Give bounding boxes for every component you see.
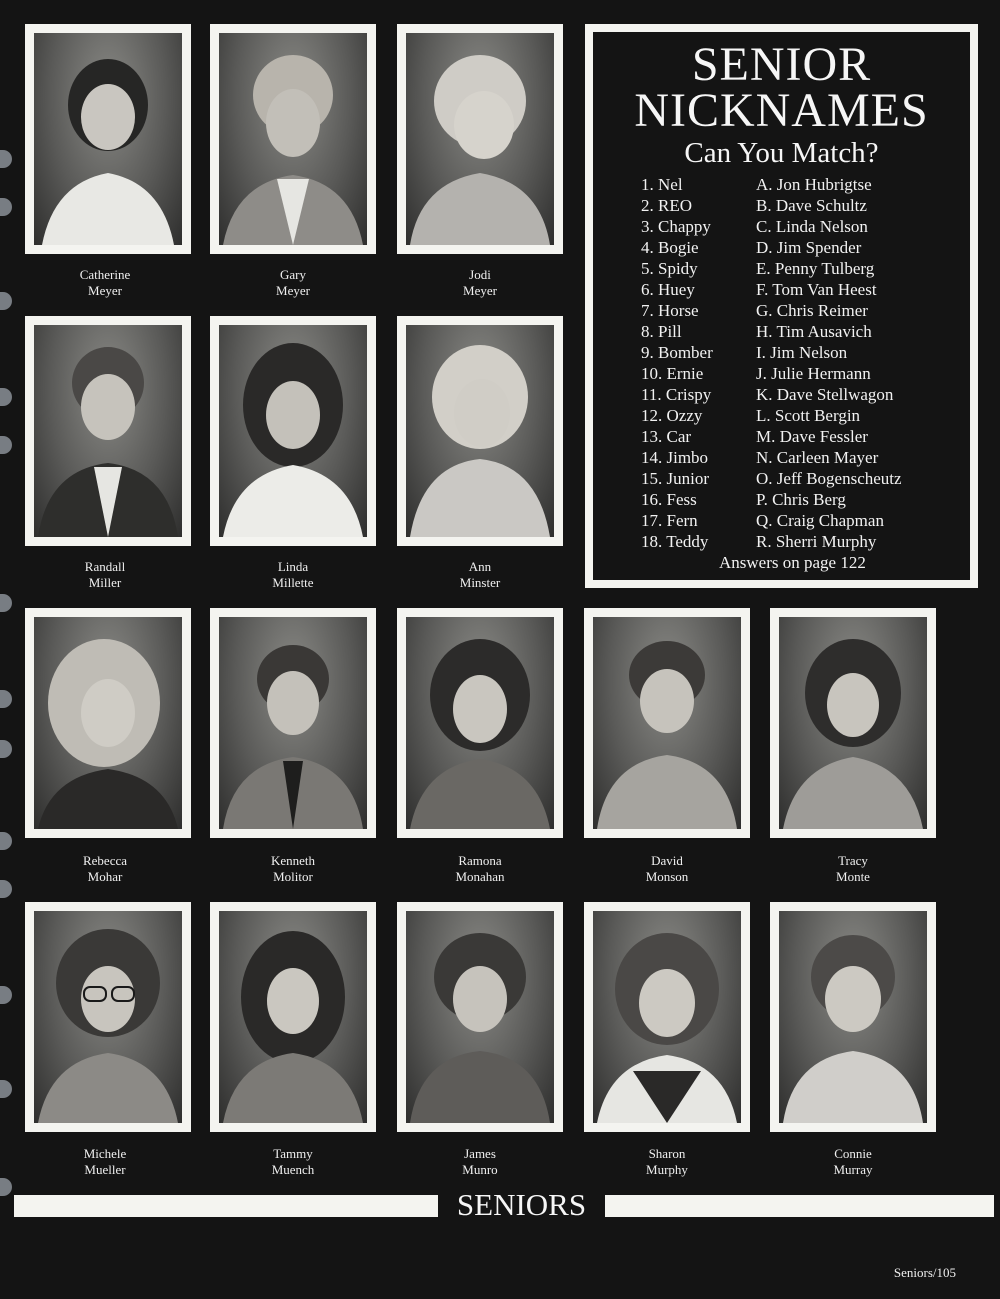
nickname-row — [593, 216, 970, 237]
binder-hole — [0, 986, 12, 1004]
student-last-name: Monson — [645, 869, 689, 884]
binder-hole — [0, 594, 12, 612]
student-caption — [22, 559, 188, 591]
nickname-row — [593, 237, 970, 258]
student-first-name: Gary — [280, 267, 306, 282]
portrait-photo — [397, 608, 563, 838]
nicknames-title — [593, 32, 970, 137]
nickname-entry: 13. Car — [641, 427, 692, 446]
student-caption — [210, 1146, 376, 1178]
portrait-image — [34, 325, 182, 537]
student-first-name: Tracy — [838, 853, 868, 868]
portrait-image — [219, 911, 367, 1123]
student-first-name: Rebecca — [82, 853, 128, 868]
student-caption — [584, 1146, 750, 1178]
nickname-entry: 18. Teddy — [641, 532, 709, 551]
portrait-photo — [25, 902, 191, 1132]
student-caption — [397, 267, 563, 299]
student-last-name: Millette — [272, 575, 314, 590]
nickname-row — [593, 279, 970, 300]
portrait-photo — [770, 608, 936, 838]
student-name-entry: J. Julie Hermann — [756, 364, 871, 383]
student-first-name: Kenneth — [270, 853, 316, 868]
binder-hole — [0, 198, 12, 216]
student-last-name: Meyer — [88, 283, 122, 298]
student-name-entry: O. Jeff Bogenscheutz — [756, 469, 902, 488]
student-last-name: Miller — [88, 575, 122, 590]
binder-hole — [0, 388, 12, 406]
student-last-name: Munro — [462, 1162, 498, 1177]
nicknames-title-line2: NICKNAMES — [634, 84, 929, 137]
student-name-entry: A. Jon Hubrigtse — [756, 175, 872, 194]
student-last-name: Muench — [271, 1162, 315, 1177]
student-last-name: Meyer — [276, 283, 310, 298]
student-name-entry: L. Scott Bergin — [756, 406, 861, 425]
student-name-entry: F. Tom Van Heest — [756, 280, 877, 299]
nicknames-panel — [585, 24, 978, 588]
nickname-entry: 15. Junior — [641, 469, 709, 488]
nickname-row — [593, 384, 970, 405]
portrait-image — [779, 911, 927, 1123]
section-bar-right — [605, 1195, 994, 1217]
student-first-name: David — [651, 853, 683, 868]
portrait-photo — [210, 24, 376, 254]
student-first-name: Michele — [83, 1146, 127, 1161]
nickname-entry: 2. REO — [641, 196, 692, 215]
portrait-image — [779, 617, 927, 829]
student-name-entry: R. Sherri Murphy — [756, 532, 877, 551]
portrait-image — [219, 325, 367, 537]
portrait-photo — [770, 902, 936, 1132]
portrait-image — [219, 617, 367, 829]
student-first-name: Connie — [834, 1146, 872, 1161]
binder-hole — [0, 150, 12, 168]
nickname-entry: 10. Ernie — [641, 364, 704, 383]
portrait-photo — [25, 608, 191, 838]
portrait-image — [34, 33, 182, 245]
student-caption — [22, 853, 188, 885]
nickname-row — [593, 447, 970, 468]
nickname-entry: 14. Jimbo — [641, 448, 709, 467]
portrait-image — [219, 33, 367, 245]
portrait-photo — [584, 902, 750, 1132]
nickname-row — [593, 342, 970, 363]
student-name-entry: C. Linda Nelson — [756, 217, 868, 236]
nickname-row — [593, 489, 970, 510]
student-last-name: Minster — [459, 575, 501, 590]
student-name-entry: N. Carleen Mayer — [756, 448, 879, 467]
nicknames-subtitle: Can You Match? — [684, 137, 879, 169]
student-first-name: Jodi — [469, 267, 491, 282]
nickname-entry: 1. Nel — [641, 175, 683, 194]
nickname-entry: 12. Ozzy — [641, 406, 703, 425]
binder-hole — [0, 436, 12, 454]
nickname-row — [593, 426, 970, 447]
student-caption — [22, 267, 188, 299]
student-first-name: Sharon — [648, 1146, 686, 1161]
student-name-entry: I. Jim Nelson — [756, 343, 848, 362]
nickname-entry: 6. Huey — [641, 280, 695, 299]
student-caption — [397, 1146, 563, 1178]
nickname-row — [593, 321, 970, 342]
student-last-name: Monahan — [455, 869, 505, 884]
portrait-photo — [584, 608, 750, 838]
student-last-name: Mohar — [87, 869, 123, 884]
student-caption — [584, 853, 750, 885]
nickname-entry: 8. Pill — [641, 322, 682, 341]
student-first-name: Linda — [277, 559, 309, 574]
nickname-row — [593, 531, 970, 552]
student-caption — [210, 267, 376, 299]
portrait-image — [406, 33, 554, 245]
nickname-entry: 4. Bogie — [641, 238, 699, 257]
student-caption — [22, 1146, 188, 1178]
portrait-photo — [397, 316, 563, 546]
portrait-image — [593, 911, 741, 1123]
portrait-image — [406, 617, 554, 829]
portrait-photo — [25, 24, 191, 254]
nickname-entry: 16. Fess — [641, 490, 697, 509]
student-last-name: Murphy — [646, 1162, 688, 1177]
student-name-entry: K. Dave Stellwagon — [756, 385, 894, 404]
student-name-entry: P. Chris Berg — [756, 490, 846, 509]
binder-hole — [0, 1080, 12, 1098]
portrait-image — [34, 911, 182, 1123]
portrait-photo — [210, 316, 376, 546]
portrait-image — [593, 617, 741, 829]
student-last-name: Monte — [836, 869, 870, 884]
nickname-entry: 17. Fern — [641, 511, 698, 530]
portrait-photo — [397, 24, 563, 254]
binder-hole — [0, 832, 12, 850]
nickname-row — [593, 405, 970, 426]
student-caption — [210, 853, 376, 885]
nickname-row — [593, 363, 970, 384]
answers-note: Answers on page 122 — [719, 553, 866, 572]
portrait-photo — [210, 902, 376, 1132]
student-last-name: Murray — [833, 1162, 873, 1177]
binder-hole — [0, 880, 12, 898]
binder-hole — [0, 292, 12, 310]
student-caption — [770, 1146, 936, 1178]
student-first-name: James — [464, 1146, 496, 1161]
student-first-name: Ramona — [458, 853, 502, 868]
student-last-name: Molitor — [273, 869, 313, 884]
portrait-photo — [25, 316, 191, 546]
nickname-row — [593, 510, 970, 531]
portrait-image — [406, 325, 554, 537]
page-footer: Seniors/105 — [893, 1265, 956, 1280]
student-name-entry: E. Penny Tulberg — [756, 259, 875, 278]
section-bar-left — [14, 1195, 438, 1217]
binder-hole — [0, 690, 12, 708]
binder-hole — [0, 740, 12, 758]
student-first-name: Tammy — [273, 1146, 313, 1161]
student-last-name: Meyer — [463, 283, 497, 298]
student-caption — [210, 559, 376, 591]
portrait-image — [34, 617, 182, 829]
portrait-image — [406, 911, 554, 1123]
nickname-row — [593, 174, 970, 195]
student-first-name: Catherine — [79, 267, 131, 282]
portrait-photo — [397, 902, 563, 1132]
nickname-row — [593, 300, 970, 321]
student-name-entry: Q. Craig Chapman — [756, 511, 884, 530]
student-name-entry: B. Dave Schultz — [756, 196, 867, 215]
student-caption — [770, 853, 936, 885]
section-title: SENIORS — [456, 1187, 587, 1222]
nickname-entry: 3. Chappy — [641, 217, 711, 236]
student-first-name: Ann — [468, 559, 492, 574]
nickname-entry: 7. Horse — [641, 301, 699, 320]
nicknames-list — [593, 174, 970, 552]
student-name-entry: H. Tim Ausavich — [756, 322, 872, 341]
nicknames-title-line1: SENIOR — [691, 38, 872, 91]
nickname-entry: 9. Bomber — [641, 343, 713, 362]
student-name-entry: D. Jim Spender — [756, 238, 862, 257]
student-caption — [397, 853, 563, 885]
nickname-row — [593, 195, 970, 216]
student-name-entry: G. Chris Reimer — [756, 301, 868, 320]
student-last-name: Mueller — [84, 1162, 126, 1177]
student-caption — [397, 559, 563, 591]
student-first-name: Randall — [84, 559, 126, 574]
nickname-row — [593, 258, 970, 279]
portrait-photo — [210, 608, 376, 838]
binder-holes — [0, 0, 14, 1299]
nickname-entry: 5. Spidy — [641, 259, 698, 278]
student-name-entry: M. Dave Fessler — [756, 427, 868, 446]
binder-hole — [0, 1178, 12, 1196]
nickname-row — [593, 468, 970, 489]
nickname-entry: 11. Crispy — [641, 385, 712, 404]
